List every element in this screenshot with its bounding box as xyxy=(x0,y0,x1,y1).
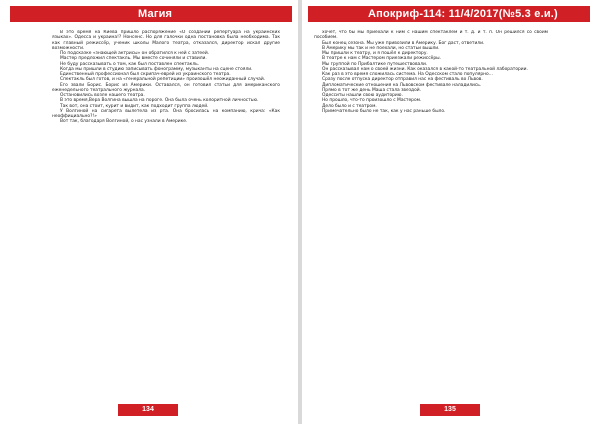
right-page-number-text: 135 xyxy=(444,406,456,413)
paragraph: Дипломатические отношения на Львовском фестивале наладились. xyxy=(322,82,482,88)
left-page-number xyxy=(118,404,178,416)
right-page xyxy=(302,0,600,424)
paragraph: В театре к нам с Мастером приезжали режиссёры. xyxy=(322,56,441,62)
paragraph: Как раз в это время сложилась система. На Одесском стало популярно... xyxy=(322,72,493,77)
paragraph: Не буду рассказывать о том, как был поставлен спектакль. xyxy=(60,61,200,67)
paragraph: Он рассказывал нам о своей жизни. Как оказался в какой-то театральной лаборатории. xyxy=(322,66,528,72)
paragraph: хочет, что бы мы приехали к ним с нашим спектаклем и т. д. и т. п. Он решился со своим пособием. xyxy=(314,30,548,41)
paragraph: Сразу после отпуска директор отправил нас на фестиваль во Львов. xyxy=(322,77,483,83)
right-page-header xyxy=(308,6,590,22)
left-page-number-text: 134 xyxy=(142,406,154,413)
paragraph: Его звали Борис. Борис из Америки. Оставался, он готовил статьи для американского еженедельного театрального журнала. xyxy=(52,82,280,93)
paragraph: Когда мы пришли в студию записывать фонограмму, музыканты на сцене стояли. xyxy=(60,66,253,72)
paragraph: Дело было и с театром. xyxy=(322,103,377,109)
left-header-title: Магия xyxy=(138,8,173,20)
paragraph: В это время,Вера Волгина вышла на пороге. Она была очень колоритной личностью. xyxy=(60,98,259,104)
paragraph: Одесситы нашли свою аудиторию. xyxy=(322,93,403,98)
paragraph: Так вот, она стоит, курит и видит, как подходит группа людей. xyxy=(60,103,209,109)
left-page-header xyxy=(10,6,292,22)
paragraph: По подсказке «знающей актрисы» он обратился к ней с затеей. xyxy=(60,51,210,56)
right-header-title: Апокриф-114: 11/4/2017(№5.3 е.и.) xyxy=(368,8,558,20)
paragraph: В это время на Киева пришло распоряжение «О создании репертуара на украинских языках». Одесса и украина!? Нонсенс. Но для галочки одна постановка была необходима. Так как главный режиссёр, ученик школы Малого театра, отказался, директор искал другие возможности. xyxy=(52,30,280,51)
paragraph: Остановились возле нашего театра. xyxy=(60,93,145,98)
right-page-number xyxy=(420,404,480,416)
paragraph: Единственный профессионал был скрипач-еврей из украинского театра. xyxy=(60,72,231,77)
paragraph: Примечательно было не так, как у нас раньше было. xyxy=(322,108,446,114)
right-page-body xyxy=(314,30,548,394)
paragraph: Прямо в тот же день Маша стала звездой. xyxy=(322,87,422,93)
paragraph: Мы пришли к театру, и я пошёл к директору. xyxy=(322,51,428,56)
paragraph: Был конец сезона. Мы уже привозили в Америку. Бог даст, ответили. xyxy=(322,40,485,46)
paragraph: Мастер предложил спектакль. Мы вместе сочиняли и ставили. xyxy=(60,56,207,62)
left-page-body xyxy=(52,30,280,394)
paragraph: В Америку мы так и не поехали, но статьи вышли. xyxy=(322,45,440,51)
paragraph: Спектакль был готов, и на «генеральной репетиции» произошёл неожиданный случай. xyxy=(60,77,266,83)
paragraph: У Волгиной на сигарета вылетела из рта. Она бросилась на компанию, крича: «Как неоффициально?!» xyxy=(52,108,280,119)
left-page xyxy=(0,0,298,424)
paragraph: Вот так, благодаря Волгиной, о нас узнали в Америке. xyxy=(60,119,188,125)
paragraph: Но прошло, что-то произошло с Мастером. xyxy=(322,98,422,104)
paragraph: Мы группой по Прибалтике путешествовали. xyxy=(322,61,428,67)
